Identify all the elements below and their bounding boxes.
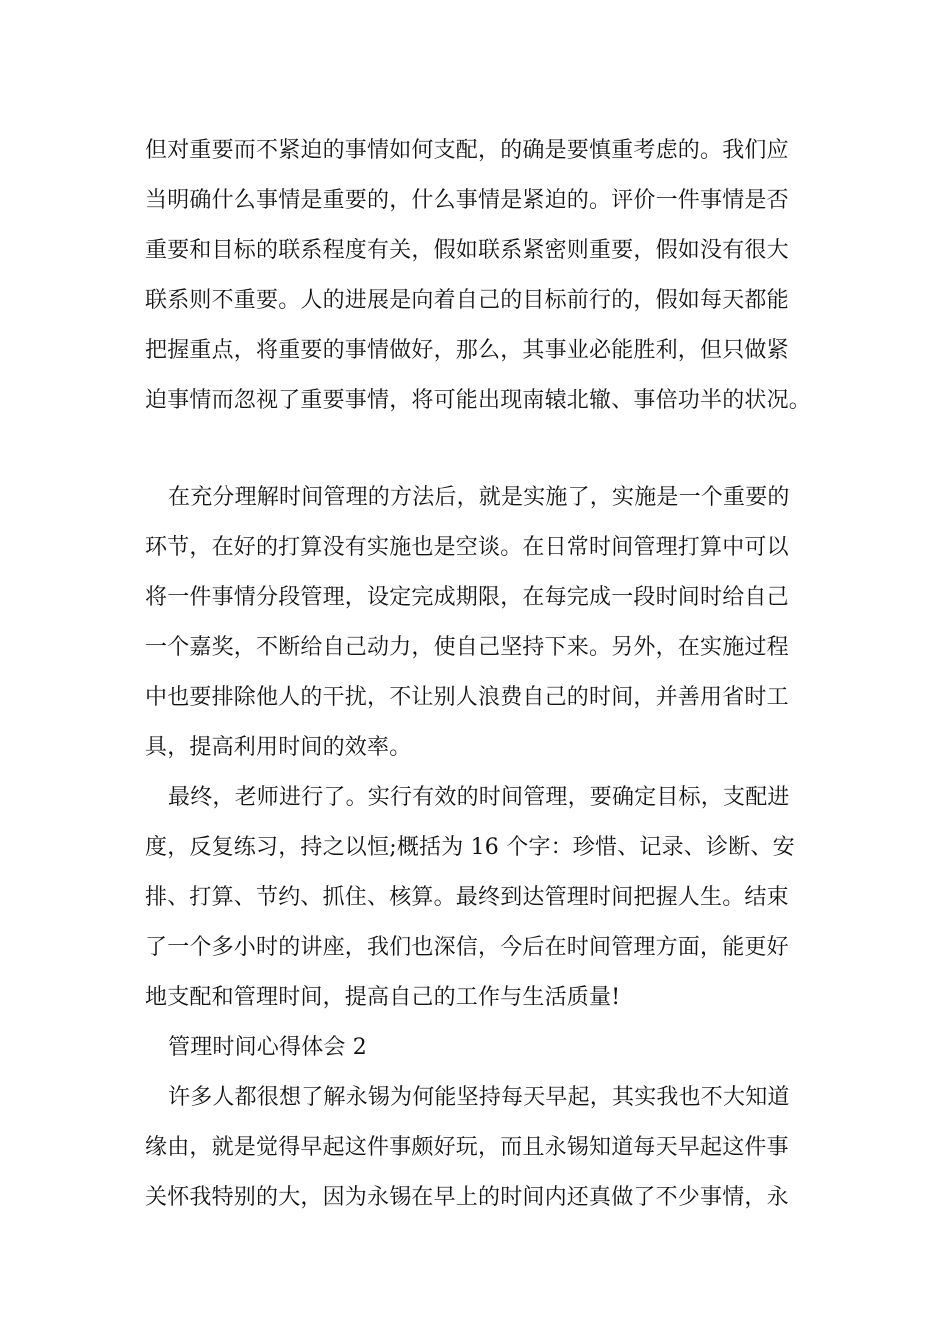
section-heading: 管理时间心得体会 2 — [168, 1035, 367, 1060]
paragraph-2-line-5: 中也要排除他人的干扰，不让别人浪费自己的时间，并善用省时工 — [145, 685, 789, 710]
paragraph-1-line-5: 把握重点，将重要的事情做好，那么，其事业必能胜利，但只做紧 — [145, 338, 789, 363]
paragraph-2-line-1: 在充分理解时间管理的方法后，就是实施了，实施是一个重要的 — [168, 485, 790, 510]
paragraph-2-line-2: 环节，在好的打算没有实施也是空谈。在日常时间管理打算中可以 — [145, 535, 789, 560]
paragraph-2-line-3: 将一件事情分段管理，设定完成期限，在每完成一段时间时给自己 — [145, 585, 789, 610]
paragraph-1-line-1: 但对重要而不紧迫的事情如何支配，的确是要慎重考虑的。我们应 — [145, 138, 789, 163]
paragraph-1-line-3: 重要和目标的联系程度有关，假如联系紧密则重要，假如没有很大 — [145, 238, 789, 263]
paragraph-3-line-5: 地支配和管理时间，提高自己的工作与生活质量! — [145, 985, 621, 1010]
paragraph-3-line-4: 了一个多小时的讲座，我们也深信，今后在时间管理方面，能更好 — [145, 935, 789, 960]
paragraph-3-line-3: 排、打算、节约、抓住、核算。最终到达管理时间把握人生。结束 — [145, 885, 789, 910]
paragraph-1-line-2: 当明确什么事情是重要的，什么事情是紧迫的。评价一件事情是否 — [145, 188, 789, 213]
paragraph-3-line-1: 最终，老师进行了。实行有效的时间管理，要确定目标，支配进 — [168, 785, 790, 810]
paragraph-3-line-2: 度，反复练习，持之以恒;概括为 16 个字：珍惜、记录、诊断、安 — [145, 835, 795, 860]
paragraph-2-line-4: 一个嘉奖，不断给自己动力，使自己坚持下来。另外，在实施过程 — [145, 635, 789, 660]
paragraph-4-line-3: 关怀我特别的大，因为永锡在早上的时间内还真做了不少事情，永 — [145, 1185, 789, 1210]
paragraph-2-line-6: 具，提高利用时间的效率。 — [145, 735, 412, 760]
paragraph-1-line-6: 迫事情而忽视了重要事情，将可能出现南辕北辙、事倍功半的状况。 — [145, 388, 812, 413]
paragraph-4-line-2: 缘由，就是觉得早起这件事颇好玩，而且永锡知道每天早起这件事 — [145, 1135, 789, 1160]
paragraph-1-line-4: 联系则不重要。人的进展是向着自己的目标前行的，假如每天都能 — [145, 288, 789, 313]
paragraph-4-line-1: 许多人都很想了解永锡为何能坚持每天早起，其实我也不大知道 — [168, 1085, 790, 1110]
